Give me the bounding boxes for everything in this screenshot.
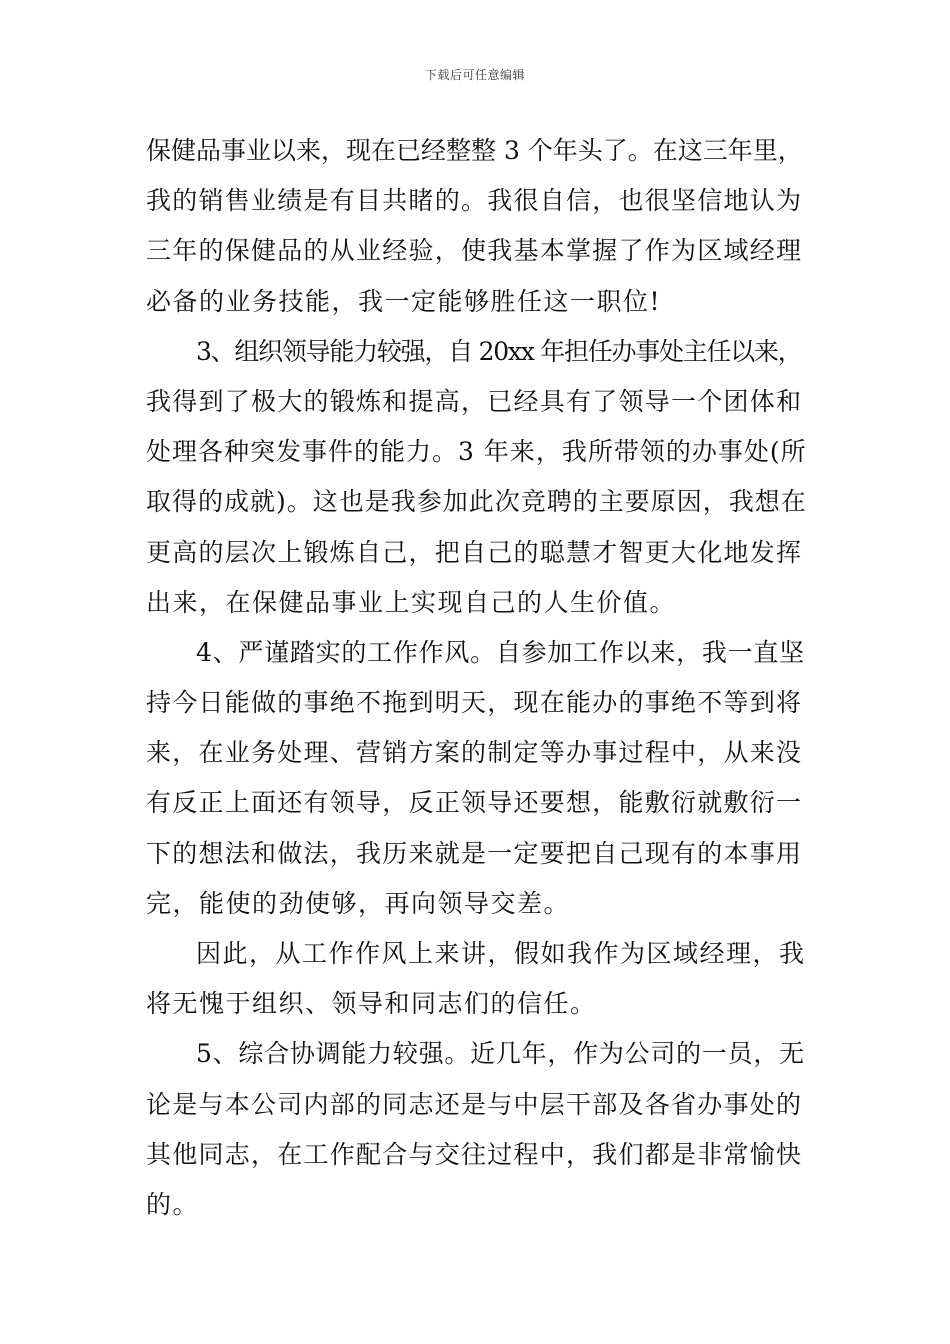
text-line: 将无愧于组织、领导和同志们的信任。	[146, 989, 597, 1019]
text-line: 三年的保健品的从业经验，使我基本掌握了作为区域经理	[146, 236, 803, 266]
text-line: 取得的成就)。这也是我参加此次竞聘的主要原因，我想在	[146, 487, 807, 517]
text-line: 论是与本公司内部的同志还是与中层干部及各省办事处的	[146, 1089, 803, 1119]
text-line: 的。	[146, 1189, 200, 1219]
text-line: 必备的业务技能，我一定能够胜任这一职位!	[146, 286, 662, 316]
paragraph-first-line: 3、组织领导能力较强，自 20xx 年担任办事处主任以来，	[196, 336, 802, 366]
text-line: 下的想法和做法，我历来就是一定要把自己现有的本事用	[146, 838, 803, 868]
text-line: 其他同志，在工作配合与交往过程中，我们都是非常愉快	[146, 1139, 803, 1169]
text-line: 我得到了极大的锻炼和提高，已经具有了领导一个团体和	[146, 386, 803, 416]
text-line: 持今日能做的事绝不拖到明天，现在能办的事绝不等到将	[146, 688, 803, 718]
text-line: 我的销售业绩是有目共睹的。我很自信，也很坚信地认为	[146, 186, 803, 216]
text-line: 来，在业务处理、营销方案的制定等办事过程中，从来没	[146, 738, 803, 768]
page-header: 下载后可任意编辑	[424, 68, 525, 82]
text-line: 完，能使的劲使够，再向领导交差。	[146, 888, 571, 918]
text-line: 有反正上面还有领导，反正领导还要想，能敷衍就敷衍一	[146, 788, 803, 818]
text-line: 处理各种突发事件的能力。3 年来，我所带领的办事处(所	[146, 437, 807, 467]
text-line: 保健品事业以来，现在已经整整 3 个年头了。在这三年里，	[146, 136, 803, 165]
text-line: 更高的层次上锻炼自己，把自己的聪慧才智更大化地发挥	[146, 537, 803, 567]
paragraph-first-line: 5、综合协调能力较强。近几年，作为公司的一员，无	[196, 1039, 805, 1069]
body-text	[146, 126, 808, 1230]
text-line: 出来，在保健品事业上实现自己的人生价值。	[146, 587, 677, 617]
paragraph-first-line: 4、严谨踏实的工作作风。自参加工作以来，我一直坚	[196, 637, 805, 667]
paragraph-first-line: 因此，从工作作风上来讲，假如我作为区域经理，我	[196, 939, 806, 968]
